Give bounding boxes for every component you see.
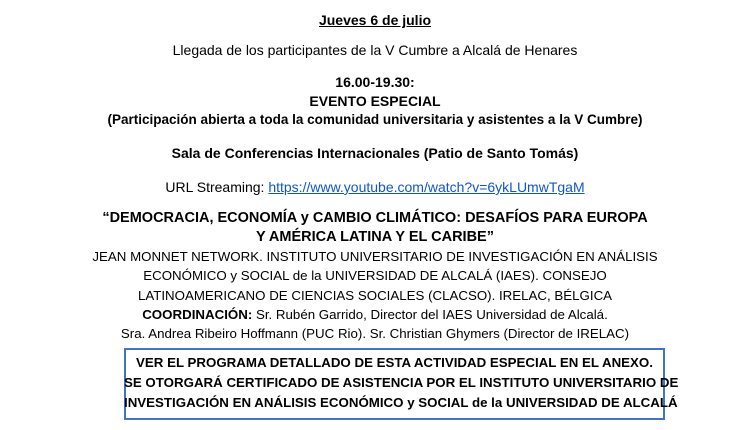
streaming-link[interactable]: https://www.youtube.com/watch?v=6ykLUmwTgaM [268, 179, 585, 195]
notice-line-3: INVESTIGACIÓN EN ANÁLISIS ECONÓMICO y SOCIAL de la UNIVERSIDAD DE ALCALÁ [124, 395, 678, 410]
coordination-director: Sr. Rubén Garrido, Director del IAES Universidad de Alcalá. [252, 307, 608, 322]
notice-line-2: SE OTORGARÁ CERTIFICADO DE ASISTENCIA POR EL INSTITUTO UNIVERSITARIO DE [124, 375, 679, 390]
date-heading: Jueves 6 de julio [318, 12, 432, 28]
coordination-label: COORDINACIÓN: [142, 307, 253, 322]
event-title: EVENTO ESPECIAL [309, 93, 441, 109]
event-time: 16.00-19.30: [335, 74, 415, 90]
arrival-text: Llegada de los participantes de la V Cumbre a Alcalá de Henares [172, 42, 578, 58]
coordination-line-1 [0, 307, 750, 322]
streaming-label: URL Streaming: [165, 179, 269, 195]
session-title-line-2: Y AMÉRICA LATINA Y EL CARIBE” [256, 229, 494, 245]
organizers-line-3: LATINOAMERICANO DE CIENCIAS SOCIALES (CLACSO). IRELAC, BÉLGICA [137, 288, 613, 303]
streaming-line [0, 179, 750, 195]
participation-note: (Participación abierta a toda la comunidad universitaria y asistentes a la V Cumbre) [107, 112, 643, 127]
coordination-line-2: Sra. Andrea Ribeiro Hoffmann (PUC Rio). Sr. Christian Ghymers (Director de IRELAC) [120, 326, 630, 341]
notice-line-1: VER EL PROGRAMA DETALLADO DE ESTA ACTIVIDAD ESPECIAL EN EL ANEXO. [136, 355, 653, 370]
session-title-line-1: “DEMOCRACIA, ECONOMÍA y CAMBIO CLIMÁTICO: DESAFÍOS PARA EUROPA [102, 210, 648, 226]
organizers-line-2: ECONÓMICO y SOCIAL de la UNIVERSIDAD DE ALCALÁ (IAES). CONSEJO [143, 268, 607, 283]
organizers-line-1: JEAN MONNET NETWORK. INSTITUTO UNIVERSITARIO DE INVESTIGACIÓN EN ANÁLISIS [92, 249, 658, 264]
venue: Sala de Conferencias Internacionales (Patio de Santo Tomás) [171, 145, 579, 161]
